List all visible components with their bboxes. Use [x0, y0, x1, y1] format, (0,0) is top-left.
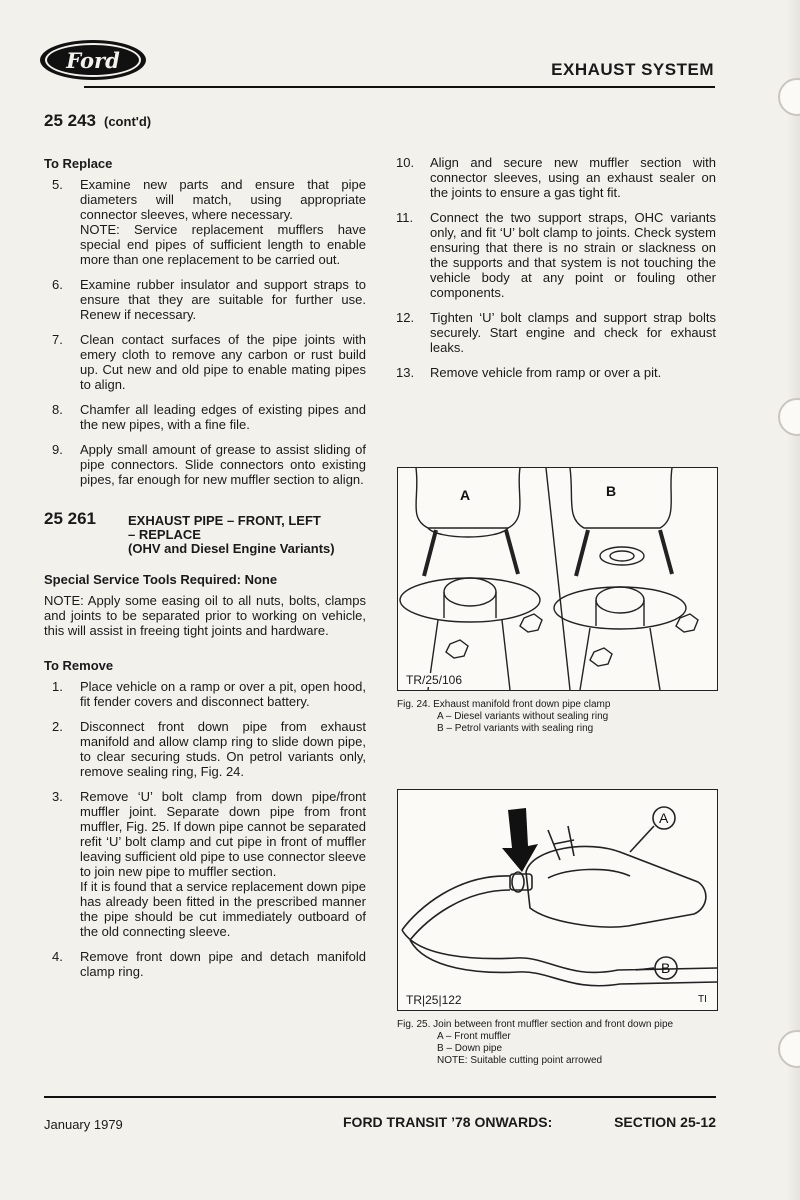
muffler-join-drawing [398, 790, 717, 1010]
step-note: NOTE: Service replacement mufflers have special end pipes of sufficient length to enable more than one replacement to be carried out. [80, 222, 366, 267]
step-number: 9. [52, 442, 63, 457]
remove-step [44, 679, 366, 709]
figure-24-caption [397, 699, 727, 735]
operation-title-line: (OHV and Diesel Engine Variants) [128, 541, 335, 556]
step-number: 12. [396, 310, 415, 325]
step-number: 6. [52, 277, 63, 292]
step-number: 8. [52, 402, 63, 417]
step-number: 11. [396, 210, 414, 225]
figure-caption-line: B – Petrol variants with sealing ring [437, 723, 594, 734]
operation-title [128, 511, 335, 556]
step-number: 5. [52, 177, 63, 192]
fig25-label-b: B [661, 960, 671, 976]
divider-line [546, 468, 570, 690]
binder-hole-middle [778, 398, 800, 436]
step-text: Connect the two support straps, OHC variants only, and fit ‘U’ bolt clamp to joints. Check system ensuring that there is no strain or slackness on the supports and that system is not touching the vehicle body at any point or fouling other components. [430, 210, 716, 300]
header-title: EXHAUST SYSTEM [551, 60, 714, 79]
ford-logo [40, 40, 146, 80]
step-text: Align and secure new muffler section with connector sleeves, using an exhaust sealer on the joints to ensure a gas tight fit. [430, 155, 716, 200]
operation-header [44, 511, 366, 556]
figure-25-ref: TR|25|122 [406, 993, 462, 1007]
replace-step [44, 332, 366, 392]
step-text: Place vehicle on a ramp or over a pit, open hood, fit fender covers and disconnect battery. [80, 679, 366, 709]
footer-rule [44, 1096, 716, 1098]
stud-a-right [506, 530, 518, 574]
step-text: Tighten ‘U’ bolt clamps and support strap bolts securely. Start engine and check for exhaust leaks. [430, 310, 716, 355]
remove-heading: To Remove [44, 658, 114, 673]
nut-b-left [590, 648, 612, 666]
fig25-label-a: A [659, 810, 669, 826]
step-text: Remove ‘U’ bolt clamp from down pipe/front muffler joint. Separate down pipe from front muffler, Fig. 25. If down pipe cannot be separated refit ‘U’ bolt clamp and cut pipe in front of muffler leaving sufficient old pipe to use connector sleeve to join new pipe to muffler section. [80, 789, 366, 879]
step-text: Remove front down pipe and detach manifold clamp ring. [80, 949, 366, 979]
stud-b-right [660, 530, 672, 574]
replace-step [396, 365, 716, 380]
step-number: 10. [396, 155, 415, 170]
clamp-ring-a [400, 578, 540, 622]
clamp-ring-b [554, 587, 686, 629]
stud-a-left [424, 530, 436, 576]
step-number: 1. [52, 679, 63, 694]
step-text: Apply small amount of grease to assist sliding of pipe connectors. Slide connectors onto existing pipes, far enough for new muffler section to align. [80, 442, 366, 487]
section-heading [44, 111, 151, 131]
nut-a-right [520, 614, 542, 632]
figure-25-illustration [397, 789, 718, 1011]
manifold-b [570, 468, 672, 528]
scan-shadow [786, 0, 800, 1200]
footer-date: January 1979 [44, 1117, 123, 1132]
step-text: Examine new parts and ensure that pipe diameters will match, using appropriate connector sleeves, where necessary. [80, 177, 366, 222]
step-number: 4. [52, 949, 63, 964]
step-text: Remove vehicle from ramp or over a pit. [430, 365, 662, 380]
replace-heading: To Replace [44, 156, 113, 171]
header-rule [84, 86, 715, 88]
operation-title-line: EXHAUST PIPE – FRONT, LEFT [128, 513, 321, 528]
remove-step [44, 789, 366, 939]
special-tools-line: Special Service Tools Required: None [44, 572, 278, 587]
manifold-clamp-drawing [398, 468, 717, 690]
step-text: Examine rubber insulator and support straps to ensure that they are suitable for further use. Renew if necessary. [80, 277, 366, 322]
binder-hole-bottom [778, 1030, 800, 1068]
figure-caption-title: Fig. 24. Exhaust manifold front down pipe clamp [397, 699, 611, 710]
fig24-label-a: A [460, 487, 471, 503]
section-number: 25 243 [44, 111, 96, 130]
figure-24-ref: TR/25/106 [406, 673, 463, 687]
figure-caption-line: B – Down pipe [437, 1043, 503, 1054]
figure-caption-line: A – Front muffler [437, 1031, 511, 1042]
figure-caption-line: A – Diesel variants without sealing ring [437, 711, 609, 722]
step-number: 7. [52, 332, 63, 347]
figure-25-caption [397, 1019, 727, 1067]
step-number: 3. [52, 789, 63, 804]
left-column [44, 156, 366, 989]
fig24-label-b: B [606, 483, 617, 499]
figure-24-illustration [397, 467, 718, 691]
easing-oil-note: NOTE: Apply some easing oil to all nuts, bolts, clamps and joints to be separated prior to working on vehicle, this will assist in freeing tight joints and hardware. [44, 593, 366, 638]
section-contd: (cont'd) [104, 114, 152, 129]
operation-number: 25 261 [44, 509, 96, 528]
pipe-mouth-a [444, 578, 496, 606]
down-pipe-b [580, 628, 660, 690]
step-number: 2. [52, 719, 63, 734]
front-muffler [526, 846, 706, 927]
step-number: 13. [396, 365, 415, 380]
figure-caption-line: NOTE: Suitable cutting point arrowed [437, 1055, 603, 1066]
replace-step [44, 402, 366, 432]
ford-logo-text: Ford [45, 43, 141, 77]
replace-step [44, 442, 366, 487]
binder-hole-top [778, 78, 800, 116]
remove-step [44, 719, 366, 779]
pipe-mouth-b [596, 587, 644, 613]
replace-step [396, 155, 716, 200]
nut-a-left [446, 640, 468, 658]
replace-step [396, 310, 716, 355]
stud-b-left [576, 530, 588, 576]
right-column [396, 155, 716, 390]
footer-publication: FORD TRANSIT ’78 ONWARDS: [343, 1114, 553, 1130]
replace-step [396, 210, 716, 300]
replace-step [44, 277, 366, 322]
sealing-ring-b [600, 547, 644, 565]
remove-step [44, 949, 366, 979]
step-text: Clean contact surfaces of the pipe joints with emery cloth to remove any carbon or rust build up. Cut new and old pipe to enable mating pipes to align. [80, 332, 366, 392]
step-note: If it is found that a service replacement down pipe has already been fitted in the prescribed manner the pipe should be cut immediately outboard of the old connecting sleeve. [80, 879, 366, 939]
step-text: Chamfer all leading edges of existing pipes and the new pipes, with a fine file. [80, 402, 366, 432]
footer-section: SECTION 25-12 [614, 1114, 716, 1130]
step-text: Disconnect front down pipe from exhaust manifold and allow clamp ring to slide down pipe, to clear securing studs. On petrol variants only, remove sealing ring, Fig. 24. [80, 719, 366, 779]
fig25-mark: TI [698, 994, 707, 1005]
replace-step [44, 177, 366, 267]
operation-title-line: – REPLACE [128, 527, 201, 542]
figure-caption-title: Fig. 25. Join between front muffler section and front down pipe [397, 1019, 674, 1030]
